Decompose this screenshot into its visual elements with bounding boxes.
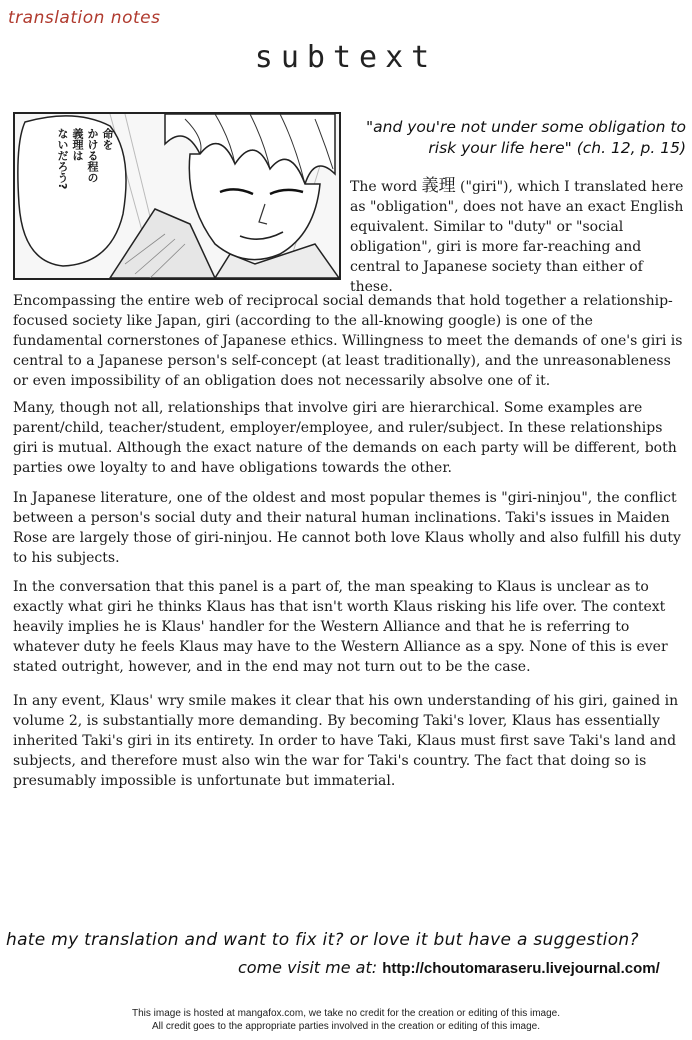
quoted-line: "and you're not under some obligation to risk your life here" (ch. 12, p. 15) bbox=[366, 118, 686, 157]
livejournal-link[interactable]: http://choutomaraseru.livejournal.com/ bbox=[382, 960, 660, 977]
footer-visit-prefix: come visit me at: bbox=[238, 958, 383, 977]
paragraph-3: In Japanese literature, one of the oldest and most popular themes is "giri-ninjou", the conflict between a person's social duty and their natural human inclinations. Taki's issues in Maiden Rose are largely those of giri-ninjou. He cannot both love Klaus wholly and also fulfill his duty to his subjects. bbox=[13, 490, 681, 566]
paragraph-4: In the conversation that this panel is a part of, the man speaking to Klaus is unclear as to exactly what giri he thinks Klaus has that isn't worth Klaus risking his life over. The context heavily implies he is Klaus' handler for the Western Alliance and that he is referring to whatever duty he feels Klaus may have to the Western Alliance as a spy. None of this is ever stated outright, however, and in the end may not turn out to be the case. bbox=[13, 579, 668, 675]
credit-line-2: All credit goes to the appropriate parties involved in the creation or editing of this image. bbox=[152, 1021, 540, 1032]
intro-text-start: The word bbox=[350, 179, 422, 195]
footer-visit-line bbox=[238, 958, 688, 977]
intro-text-rest: ("giri"), which I translated here as "obligation", does not have an exact English equivalent. Similar to "duty" or "social obligation", giri is more far-reaching and central to Japanese society than either of these. bbox=[350, 179, 684, 295]
speech-bubble-text bbox=[35, 128, 115, 248]
credit-line-1: This image is hosted at mangafox.com, we take no credit for the creation or editing of this image. bbox=[132, 1008, 560, 1019]
manga-panel-image bbox=[13, 112, 341, 280]
hosting-credit bbox=[0, 1007, 692, 1033]
speech-line-2: かける程の bbox=[86, 128, 99, 183]
page-title: subtext bbox=[254, 40, 438, 75]
footer-feedback-line: hate my translation and want to fix it? or love it but have a suggestion? bbox=[6, 930, 639, 950]
giri-kanji: 義理 bbox=[421, 176, 456, 196]
speech-line-1: 命を bbox=[101, 128, 114, 150]
paragraph-1: Encompassing the entire web of reciprocal social demands that hold together a relationship-focused society like Japan, giri (according to the all-knowing google) is one of the fundamental cornerstones of Japanese ethics. Willingness to meet the demands of one's giri is central to a Japanese person's self-concept (at least traditionally), and the unreasonableness or even impossibility of an obligation does not necessarily absolve one of it. bbox=[13, 293, 683, 389]
speech-line-3: 義理は bbox=[71, 128, 84, 161]
intro-paragraph bbox=[350, 176, 684, 297]
header-label: translation notes bbox=[8, 8, 161, 28]
paragraph-2: Many, though not all, relationships that involve giri are hierarchical. Some examples are parent/child, teacher/student, employer/employee, and ruler/subject. In these relationships giri is mutual. Although the exact nature of the demands on each party will be different, both parties owe loyalty to and have obligations towards the other. bbox=[13, 400, 677, 476]
paragraph-5: In any event, Klaus' wry smile makes it clear that his own understanding of his giri, gained in volume 2, is substantially more demanding. By becoming Taki's lover, Klaus has essentially inherited Taki's giri in its entirety. In order to have Taki, Klaus must first save Taki's land and subjects, and therefore must also win the war for Taki's country. The fact that doing so is presumably impossible is unfortunate but immaterial. bbox=[13, 693, 679, 789]
speech-line-4: ないだろう? bbox=[56, 128, 69, 190]
